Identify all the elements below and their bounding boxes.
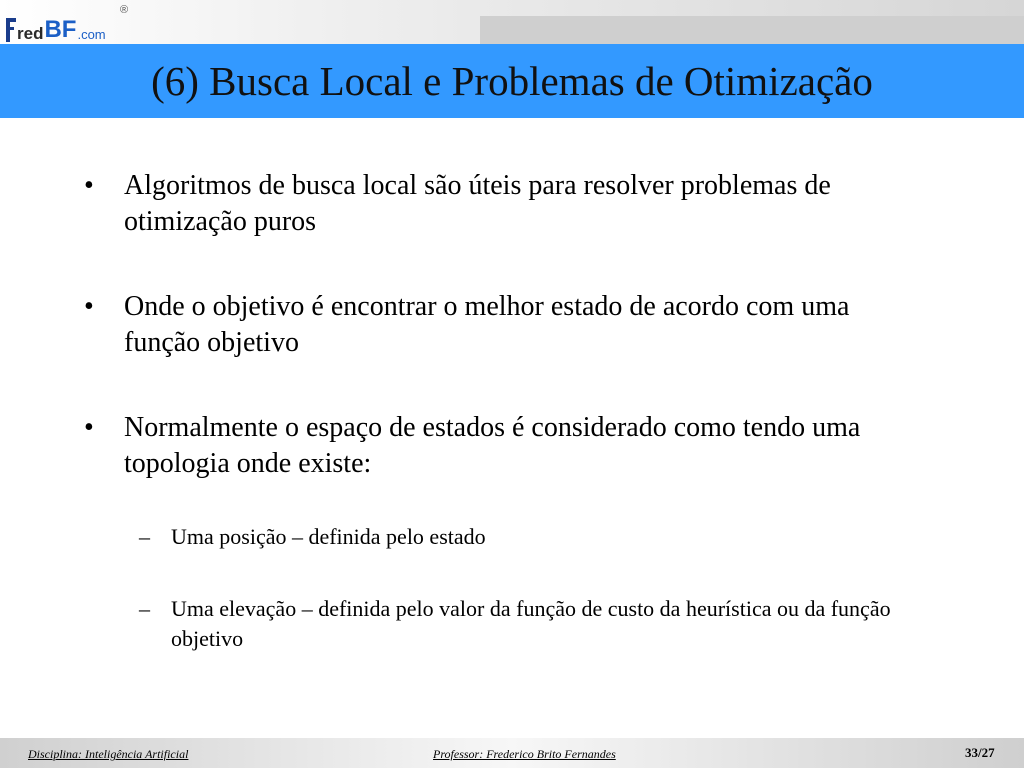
sub-bullet-item bbox=[139, 522, 914, 552]
sub-bullet-text: Uma posição – definida pelo estado bbox=[171, 524, 486, 549]
fredbf-logo bbox=[6, 4, 129, 43]
bullet-item bbox=[84, 410, 914, 482]
registered-mark: ® bbox=[120, 4, 129, 16]
footer-professor: Professor: Frederico Brito Fernandes bbox=[433, 747, 616, 761]
sub-bullet-mark: – bbox=[139, 596, 150, 621]
sub-bullet-item bbox=[139, 594, 914, 654]
footer-course: Disciplina: Inteligência Artificial bbox=[28, 747, 189, 761]
sub-bullet-text: Uma elevação – definida pelo valor da função de custo da heurística ou da função objetivo bbox=[171, 596, 891, 651]
header-bar bbox=[0, 0, 1024, 44]
page-number: 33/27 bbox=[965, 745, 995, 760]
slide-title: (6) Busca Local e Problemas de Otimização bbox=[151, 58, 873, 104]
sub-bullet-mark: – bbox=[139, 524, 150, 549]
bullet-mark: • bbox=[84, 412, 94, 443]
bullet-mark: • bbox=[84, 291, 94, 322]
slide-content bbox=[84, 168, 914, 696]
bullet-item bbox=[84, 168, 914, 240]
bullet-text: Normalmente o espaço de estados é considerado como tendo uma topologia onde existe: bbox=[124, 412, 861, 479]
title-bar bbox=[0, 44, 1024, 118]
logo-text-bf: BF bbox=[44, 16, 77, 43]
header-grey-block bbox=[480, 16, 1024, 44]
logo-f-icon bbox=[6, 18, 16, 42]
bullet-text: Algoritmos de busca local são úteis para resolver problemas de otimização puros bbox=[124, 170, 831, 237]
bullet-text: Onde o objetivo é encontrar o melhor estado de acordo com uma função objetivo bbox=[124, 291, 850, 358]
logo-text-red: red bbox=[17, 24, 44, 43]
footer-bar bbox=[0, 738, 1024, 768]
logo-text-com: .com bbox=[77, 27, 106, 42]
bullet-item bbox=[84, 289, 914, 361]
bullet-mark: • bbox=[84, 170, 94, 201]
